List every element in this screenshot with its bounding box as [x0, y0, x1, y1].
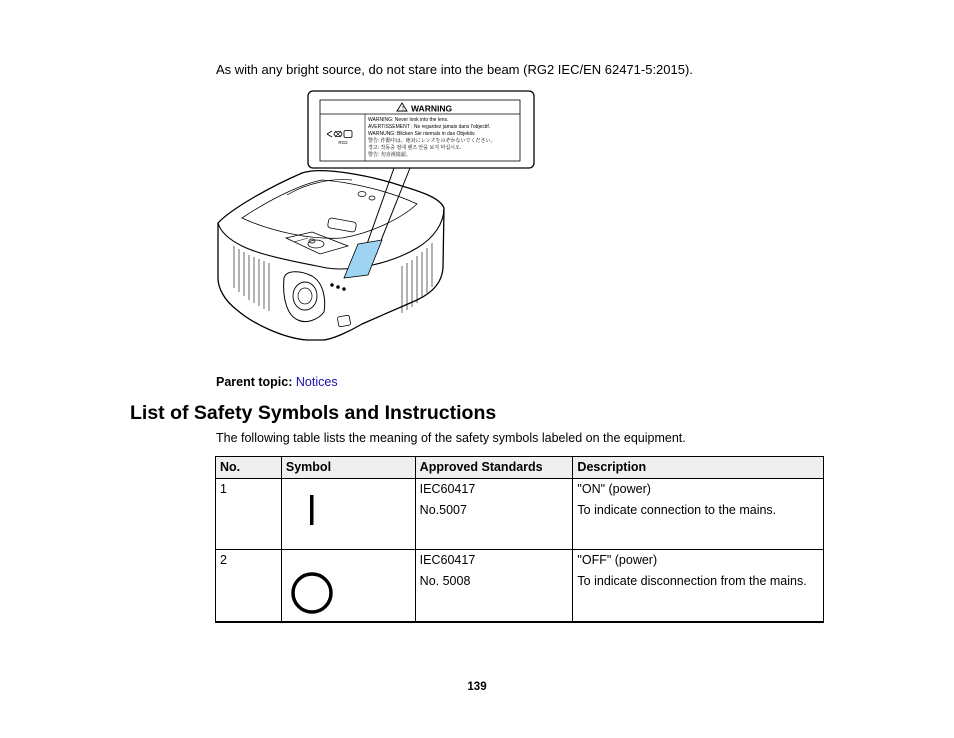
svg-text:!: !: [402, 106, 404, 112]
warning-label: [308, 91, 534, 168]
description-cell: [573, 550, 824, 623]
rg-label: RG2: [338, 140, 348, 145]
description-title: "OFF" (power): [577, 553, 658, 567]
warning-line: WARNING: Never look into the lens.: [368, 117, 449, 123]
column-header: Symbol: [281, 457, 415, 479]
column-header: Description: [573, 457, 824, 479]
lead-text: The following table lists the meaning of the safety symbols labeled on the equipment.: [216, 431, 686, 445]
table-row: [216, 479, 824, 550]
column-header: Approved Standards: [415, 457, 573, 479]
standard-name: IEC60417: [419, 553, 476, 567]
warning-line: WARNUNG: Blicken Sie niemals in das Objektiv.: [368, 131, 476, 137]
table-header-row: [216, 457, 824, 479]
description-title: "ON" (power): [577, 482, 651, 496]
warning-title: WARNING: [411, 103, 453, 114]
standards-cell: [415, 479, 573, 550]
intro-text: As with any bright source, do not stare into the beam (RG2 IEC/EN 62471-5:2015).: [216, 62, 693, 77]
standard-name: IEC60417: [419, 482, 476, 496]
column-header: No.: [216, 457, 282, 479]
section-title: List of Safety Symbols and Instructions: [130, 402, 497, 424]
row-number: 1: [216, 479, 282, 550]
description-text: To indicate disconnection from the mains.: [577, 574, 807, 588]
parent-topic: [216, 375, 338, 389]
row-number: 2: [216, 550, 282, 623]
notices-link[interactable]: Notices: [295, 375, 338, 389]
standards-cell: [415, 550, 573, 623]
warning-line: AVERTISSEMENT : Ne regardez jamais dans l'objectif.: [368, 124, 491, 130]
safety-symbols-table: [215, 456, 824, 623]
warning-line: 경고: 작동중 절대 렌즈 안을 보지 마십시오.: [368, 145, 462, 151]
parent-topic-label: Parent topic:: [216, 375, 293, 389]
power-off-icon: [288, 551, 338, 617]
description-text: To indicate connection to the mains.: [577, 503, 777, 517]
page-number: 139: [467, 681, 487, 693]
power-on-icon: [290, 480, 330, 544]
standard-number: No. 5008: [419, 574, 471, 588]
warning-line: 警告: 勿直视镜頭。: [368, 152, 411, 158]
label-location-highlight: [344, 240, 382, 278]
standard-number: No.5007: [419, 503, 467, 517]
projector-body: [218, 171, 444, 340]
description-cell: [573, 479, 824, 550]
warning-line: 警告: 作動中は、絶対にレンズをのぞかないでください。: [368, 138, 496, 144]
table-row: [216, 550, 824, 623]
symbol-cell: [281, 550, 415, 623]
symbol-cell: [281, 479, 415, 550]
projector-warning-illustration: [212, 88, 538, 350]
